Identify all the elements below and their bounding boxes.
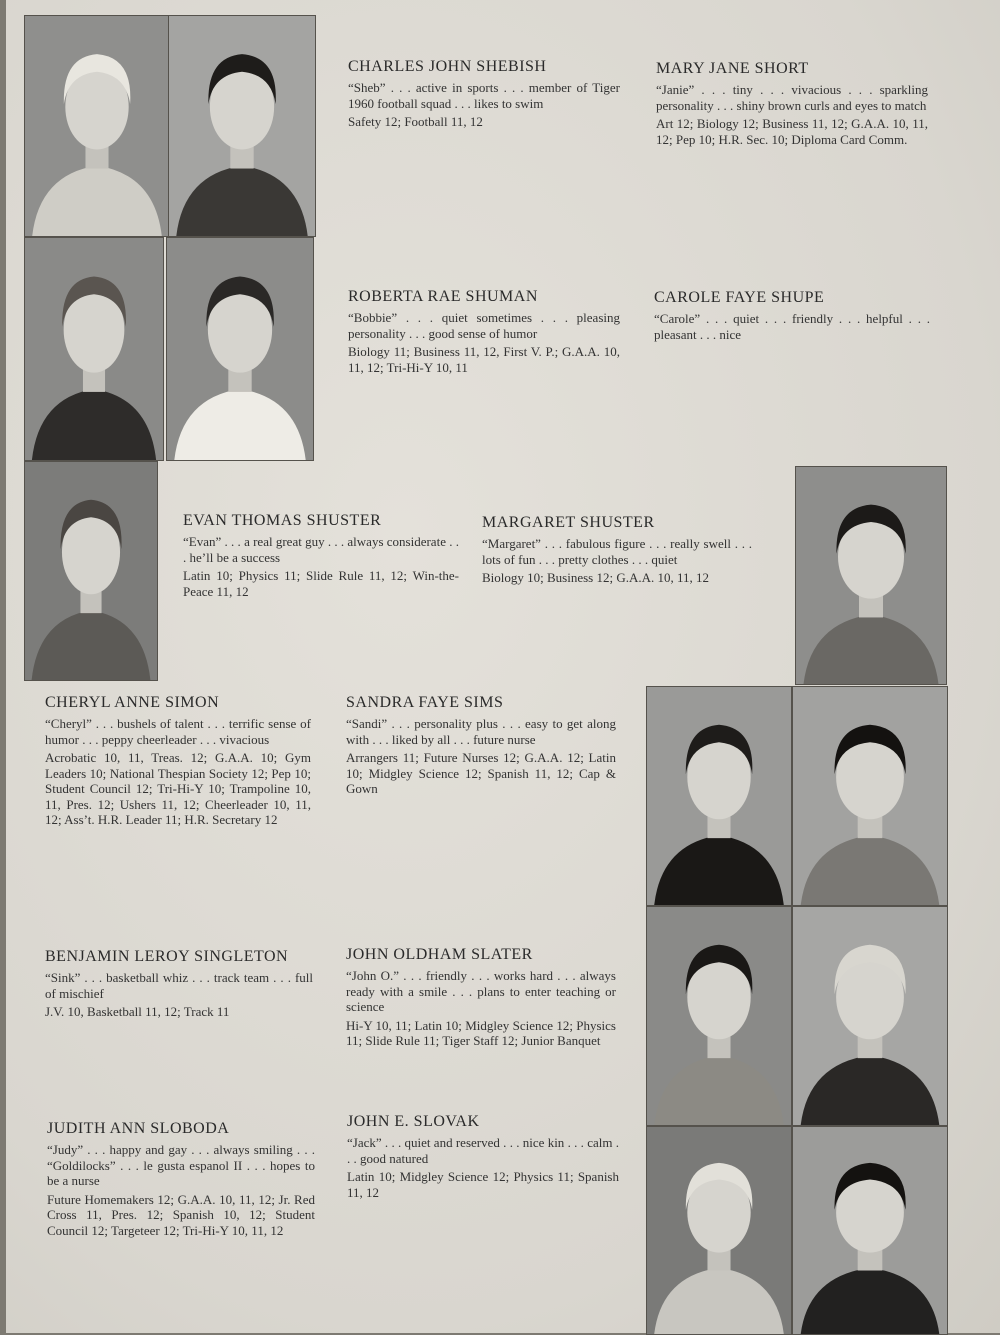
portrait-shupe xyxy=(166,237,314,461)
portrait-singleton xyxy=(646,906,792,1126)
portrait-margaret-shuster xyxy=(795,466,947,685)
student-activities: Art 12; Biology 12; Business 11, 12; G.A.A. 10, 11, 12; Pep 10; H.R. Sec. 10; Diploma Card Comm. xyxy=(656,116,928,147)
portrait-short xyxy=(168,15,316,237)
student-description: “Cheryl” . . . bushels of talent . . . terrific sense of humor . . . peppy cheerleader . . . vivacious xyxy=(45,716,311,747)
student-description: “Sink” . . . basketball whiz . . . track team . . . full of mischief xyxy=(45,970,313,1001)
portrait-silhouette xyxy=(25,462,157,680)
student-activities: Future Homemakers 12; G.A.A. 10, 11, 12; Jr. Red Cross 11, Pres. 12; Spanish 10, 12; Student Council 12; Targeteer 12; Tri-Hi-Y 10, 11, 12 xyxy=(47,1191,315,1238)
student-name: JOHN OLDHAM SLATER xyxy=(346,946,533,963)
student-name: MARY JANE SHORT xyxy=(656,60,809,77)
entry-slovak xyxy=(347,1113,619,1200)
portrait-silhouette xyxy=(25,238,163,460)
portrait-silhouette xyxy=(169,16,315,236)
portrait-slovak xyxy=(792,1126,948,1335)
student-name: CAROLE FAYE SHUPE xyxy=(654,289,825,306)
student-activities: Latin 10; Physics 11; Slide Rule 11, 12; Win-the-Peace 11, 12 xyxy=(183,568,459,599)
student-activities: Hi-Y 10, 11; Latin 10; Midgley Science 12; Physics 11; Slide Rule 11; Tiger Staff 12; Junior Banquet xyxy=(346,1017,616,1048)
entry-sims xyxy=(346,694,616,797)
student-description: “Jack” . . . quiet and reserved . . . nice kin . . . calm . . . good natured xyxy=(347,1135,619,1166)
portrait-silhouette xyxy=(793,907,947,1125)
student-name: CHERYL ANNE SIMON xyxy=(45,694,220,711)
portrait-silhouette xyxy=(647,1127,791,1334)
portrait-evan-shuster xyxy=(24,461,158,681)
portrait-silhouette xyxy=(25,16,169,236)
student-name: SANDRA FAYE SIMS xyxy=(346,694,504,711)
student-description: “Sandi” . . . personality plus . . . easy to get along with . . . liked by all . . . future nurse xyxy=(346,716,616,747)
portrait-silhouette xyxy=(793,687,947,905)
student-activities: Biology 11; Business 11, 12, First V. P.; G.A.A. 10, 11, 12; Tri-Hi-Y 10, 11 xyxy=(348,344,620,375)
entry-shupe xyxy=(654,289,930,342)
student-description: “Bobbie” . . . quiet sometimes . . . pleasing personality . . . good sense of humor xyxy=(348,310,620,341)
student-description: “Evan” . . . a real great guy . . . always considerate . . . he’ll be a success xyxy=(183,534,459,565)
student-activities: Safety 12; Football 11, 12 xyxy=(348,114,483,129)
student-activities: Latin 10; Midgley Science 12; Physics 11; Spanish 11, 12 xyxy=(347,1169,619,1200)
student-activities: Arrangers 11; Future Nurses 12; G.A.A. 12; Latin 10; Midgley Science 12; Spanish 11, 12; Cap & Gown xyxy=(346,750,616,796)
portrait-silhouette xyxy=(647,687,791,905)
entry-singleton xyxy=(45,948,313,1020)
entry-slater xyxy=(346,946,616,1049)
entry-shuman xyxy=(348,288,620,375)
student-description: “John O.” . . . friendly . . . works hard . . . always ready with a smile . . . plans to enter teaching or science xyxy=(346,968,616,1014)
student-description: “Judy” . . . happy and gay . . . always smiling . . . “Goldilocks” . . . le gusta espanol II . . . hopes to be a nurse xyxy=(47,1142,315,1188)
student-name: BENJAMIN LEROY SINGLETON xyxy=(45,948,289,965)
student-activities: Acrobatic 10, 11, Treas. 12; G.A.A. 10; Gym Leaders 10; National Thespian Society 12; Pep 10; Student Council 12; Tri-Hi-Y 10; Trampoline 10, 11, Pres. 12; Ushers 11, 12; Cheerleader 10, 11, 12; Ass’t. H.R. Leader 11; H.R. Secretary 12 xyxy=(45,750,311,827)
portrait-silhouette xyxy=(647,907,791,1125)
portrait-shebish xyxy=(24,15,170,237)
student-name: JUDITH ANN SLOBODA xyxy=(47,1120,230,1137)
portrait-silhouette xyxy=(167,238,313,460)
portrait-slater xyxy=(792,906,948,1126)
student-description: “Margaret” . . . fabulous figure . . . really swell . . . lots of fun . . . pretty clothes . . . quiet xyxy=(482,536,752,567)
portrait-sims xyxy=(792,686,948,906)
student-name: ROBERTA RAE SHUMAN xyxy=(348,288,538,305)
student-activities: J.V. 10, Basketball 11, 12; Track 11 xyxy=(45,1004,230,1019)
portrait-silhouette xyxy=(796,467,946,684)
portrait-sloboda xyxy=(646,1126,792,1335)
student-description: “Sheb” . . . active in sports . . . member of Tiger 1960 football squad . . . likes to swim xyxy=(348,80,620,111)
portrait-silhouette xyxy=(793,1127,947,1334)
student-name: CHARLES JOHN SHEBISH xyxy=(348,58,547,75)
yearbook-page xyxy=(6,0,1000,1333)
entry-evan-shuster xyxy=(183,512,459,599)
portrait-simon xyxy=(646,686,792,906)
entry-margaret-shuster xyxy=(482,514,752,586)
entry-short xyxy=(656,60,928,147)
student-description: “Janie” . . . tiny . . . vivacious . . . sparkling personality . . . shiny brown curls and eyes to match xyxy=(656,82,928,113)
entry-shebish xyxy=(348,58,620,130)
student-name: JOHN E. SLOVAK xyxy=(347,1113,480,1130)
portrait-shuman xyxy=(24,237,164,461)
entry-simon xyxy=(45,694,311,828)
student-activities: Biology 10; Business 12; G.A.A. 10, 11, 12 xyxy=(482,570,710,585)
student-name: EVAN THOMAS SHUSTER xyxy=(183,512,382,529)
student-name: MARGARET SHUSTER xyxy=(482,514,655,531)
student-description: “Carole” . . . quiet . . . friendly . . . helpful . . . pleasant . . . nice xyxy=(654,311,930,342)
entry-sloboda xyxy=(47,1120,315,1238)
